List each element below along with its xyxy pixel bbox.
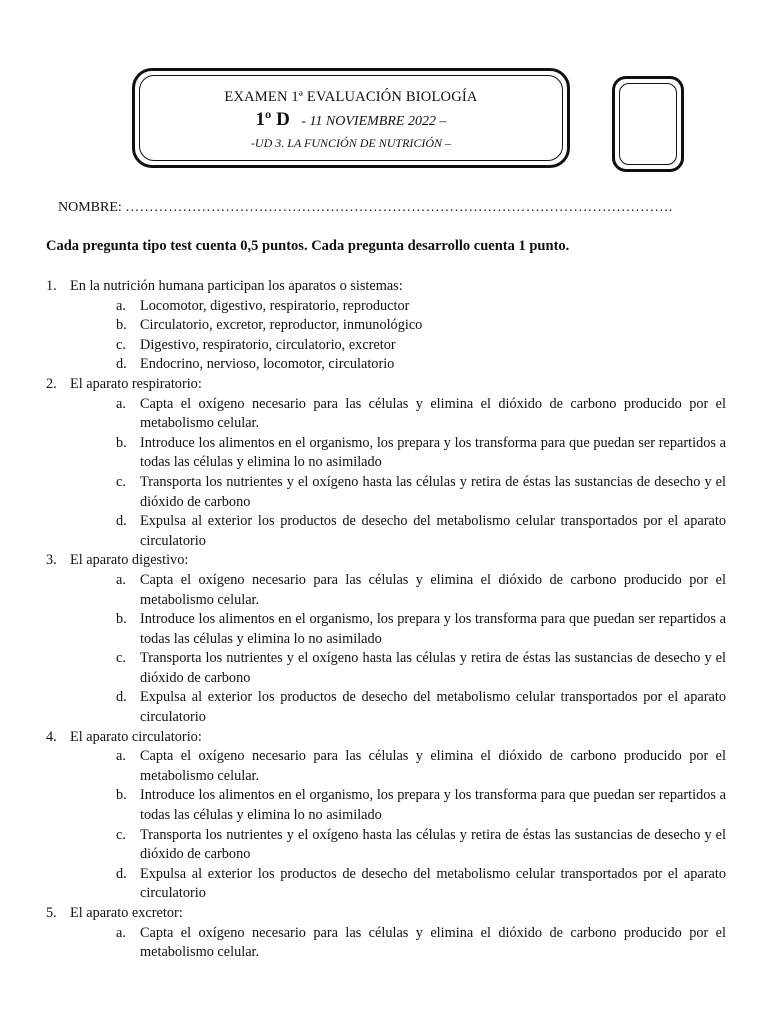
option-list bbox=[70, 747, 726, 904]
option-letter: c. bbox=[116, 650, 126, 667]
option-letter: a. bbox=[116, 924, 126, 941]
answer-option bbox=[70, 924, 726, 963]
exam-unit: -UD 3. LA FUNCIÓN DE NUTRICIÓN – bbox=[250, 136, 452, 150]
score-box bbox=[612, 76, 684, 172]
option-text: Capta el oxígeno necesario para las células y elimina el dióxido de carbono producido por el metabolismo celular. bbox=[140, 571, 726, 608]
answer-option bbox=[70, 826, 726, 865]
option-text: Expulsa al exterior los productos de desecho del metabolismo celular transportados por el aparato circulatorio bbox=[140, 689, 726, 726]
question-number: 1. bbox=[46, 278, 57, 294]
option-text: Expulsa al exterior los productos de desecho del metabolismo celular transportados por el aparato circulatorio bbox=[140, 865, 726, 902]
question-item bbox=[46, 728, 726, 904]
option-text: Capta el oxígeno necesario para las células y elimina el dióxido de carbono producido por el metabolismo celular. bbox=[140, 395, 726, 432]
option-text: Introduce los alimentos en el organismo, los prepara y los transforma para que puedan ser repartidos a todas las células y elimina lo no asimilado bbox=[140, 434, 726, 471]
answer-option bbox=[70, 688, 726, 727]
option-letter: d. bbox=[116, 689, 127, 706]
option-letter: d. bbox=[116, 356, 127, 373]
option-text: Circulatorio, excretor, reproductor, inmunológico bbox=[140, 317, 423, 334]
name-dotted-line: ……………………………………………………………………………………………………. bbox=[125, 200, 673, 215]
option-letter: a. bbox=[116, 571, 126, 588]
exam-title: EXAMEN 1ª EVALUACIÓN BIOLOGÍA bbox=[224, 89, 478, 105]
option-letter: a. bbox=[116, 748, 126, 765]
answer-option bbox=[70, 395, 726, 434]
option-letter: c. bbox=[116, 336, 126, 353]
option-text: Transporta los nutrientes y el oxígeno hasta las células y retira de éstas las sustancias de desecho y el dióxido de carbono bbox=[140, 826, 726, 863]
question-item bbox=[46, 904, 726, 963]
option-text: Transporta los nutrientes y el oxígeno hasta las células y retira de éstas las sustancias de desecho y el dióxido de carbono bbox=[140, 650, 726, 686]
question-item bbox=[46, 277, 726, 375]
option-text: Expulsa al exterior los productos de desecho del metabolismo celular transportados por el aparato circulatorio bbox=[140, 513, 726, 549]
question-item bbox=[46, 551, 726, 727]
option-letter: b. bbox=[116, 317, 127, 334]
option-list bbox=[70, 571, 726, 728]
option-text: Capta el oxígeno necesario para las células y elimina el dióxido de carbono producido por el metabolismo celular. bbox=[140, 748, 726, 784]
answer-option bbox=[70, 865, 726, 904]
question-text: El aparato circulatorio: bbox=[70, 728, 202, 745]
answer-option bbox=[70, 297, 726, 317]
name-field bbox=[58, 200, 673, 216]
option-letter: c. bbox=[116, 826, 126, 843]
score-box-inner-border bbox=[619, 83, 677, 165]
question-number: 3. bbox=[46, 552, 57, 569]
option-text: Endocrino, nervioso, locomotor, circulatorio bbox=[140, 356, 395, 373]
option-text: Capta el oxígeno necesario para las células y elimina el dióxido de carbono producido por el metabolismo celular. bbox=[140, 924, 726, 961]
option-text: Introduce los alimentos en el organismo, los prepara y los transforma para que puedan ser repartidos a todas las células y elimina lo no asimilado bbox=[140, 611, 726, 647]
exam-date: - 11 NOVIEMBRE 2022 – bbox=[301, 114, 447, 129]
answer-option bbox=[70, 786, 726, 825]
option-letter: c. bbox=[116, 473, 126, 490]
answer-option bbox=[70, 649, 726, 688]
question-text: El aparato excretor: bbox=[70, 905, 183, 921]
option-letter: d. bbox=[116, 865, 127, 882]
scoring-instructions: Cada pregunta tipo test cuenta 0,5 puntos. Cada pregunta desarrollo cuenta 1 punto. bbox=[46, 238, 570, 254]
option-letter: b. bbox=[116, 434, 127, 451]
class-group: 1º D bbox=[255, 109, 290, 130]
answer-option bbox=[70, 473, 726, 512]
answer-option bbox=[70, 747, 726, 786]
option-text: Digestivo, respiratorio, circulatorio, excretor bbox=[140, 336, 396, 353]
answer-option bbox=[70, 316, 726, 336]
answer-option bbox=[70, 571, 726, 610]
answer-option bbox=[70, 512, 726, 551]
option-letter: b. bbox=[116, 787, 127, 804]
answer-option bbox=[70, 336, 726, 356]
question-list bbox=[46, 277, 726, 963]
option-text: Introduce los alimentos en el organismo, los prepara y los transforma para que puedan ser repartidos a todas las células y elimina lo no asimilado bbox=[140, 787, 726, 824]
question-number: 4. bbox=[46, 728, 57, 745]
question-number: 2. bbox=[46, 375, 57, 392]
question-text: El aparato respiratorio: bbox=[70, 375, 202, 392]
option-letter: b. bbox=[116, 611, 127, 628]
option-list bbox=[70, 297, 726, 375]
option-text: Locomotor, digestivo, respiratorio, reproductor bbox=[140, 297, 410, 314]
option-list bbox=[70, 924, 726, 963]
option-list bbox=[70, 395, 726, 552]
answer-option bbox=[70, 610, 726, 649]
answer-option bbox=[70, 355, 726, 375]
exam-header-inner-border bbox=[139, 75, 563, 161]
option-letter: a. bbox=[116, 297, 126, 314]
option-letter: d. bbox=[116, 513, 127, 530]
exam-group-line bbox=[140, 109, 562, 131]
option-letter: a. bbox=[116, 395, 126, 412]
question-text: El aparato digestivo: bbox=[70, 552, 189, 569]
exam-header-box bbox=[132, 68, 570, 168]
answer-option bbox=[70, 434, 726, 473]
question-item bbox=[46, 375, 726, 551]
question-text: En la nutrición humana participan los aparatos o sistemas: bbox=[70, 278, 403, 294]
option-text: Transporta los nutrientes y el oxígeno hasta las células y retira de éstas las sustancias de desecho y el dióxido de carbono bbox=[140, 473, 726, 510]
name-label: NOMBRE: bbox=[58, 200, 122, 215]
question-number: 5. bbox=[46, 905, 57, 921]
